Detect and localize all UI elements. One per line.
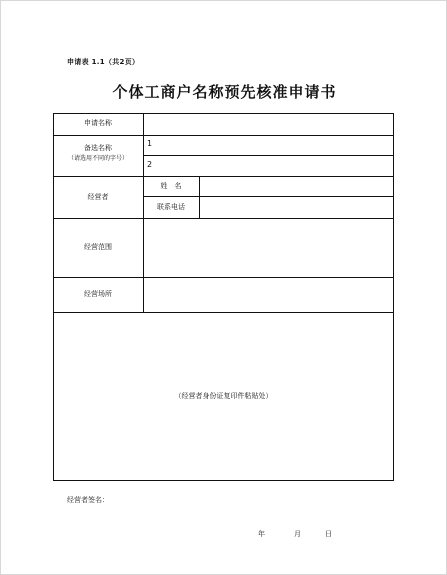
business-scope-label: 经营范围 (84, 243, 112, 251)
operator-label: 经营者 (87, 193, 109, 201)
business-premises-field[interactable] (144, 278, 393, 312)
operator-phone-label: 联系电话 (157, 203, 185, 211)
operator-phone-field[interactable] (200, 197, 393, 218)
operator-name-label: 姓 名 (160, 182, 182, 190)
date-year-label: 年 (258, 530, 265, 538)
alternate-names-label (53, 143, 143, 163)
applicant-name-field[interactable] (144, 114, 393, 135)
alternate-name-2-number: 2 (147, 160, 153, 169)
page-reference: 申请表 1.1（共2页） (67, 58, 140, 66)
business-scope-field[interactable] (144, 219, 393, 277)
alternate-name-1-number: 1 (147, 139, 153, 148)
signature-label: 经营者签名： (67, 496, 109, 504)
alternate-name-1-field[interactable] (157, 136, 393, 155)
id-copy-area-label: （经营者身份证复印件粘贴处） (174, 392, 273, 400)
date-month-label: 月 (294, 530, 301, 538)
date-day-label: 日 (325, 530, 332, 538)
applicant-name-label: 申请名称 (84, 119, 112, 127)
alternate-names-note: （请选用不同的字号） (67, 154, 128, 162)
alternate-name-2-field[interactable] (157, 156, 393, 176)
form-title: 个体工商户名称预先核准申请书 (112, 83, 337, 101)
business-premises-label: 经营场所 (84, 290, 112, 298)
alternate-names-title: 备选名称 (84, 144, 112, 152)
operator-name-field[interactable] (200, 177, 393, 196)
table-rule (53, 312, 394, 313)
